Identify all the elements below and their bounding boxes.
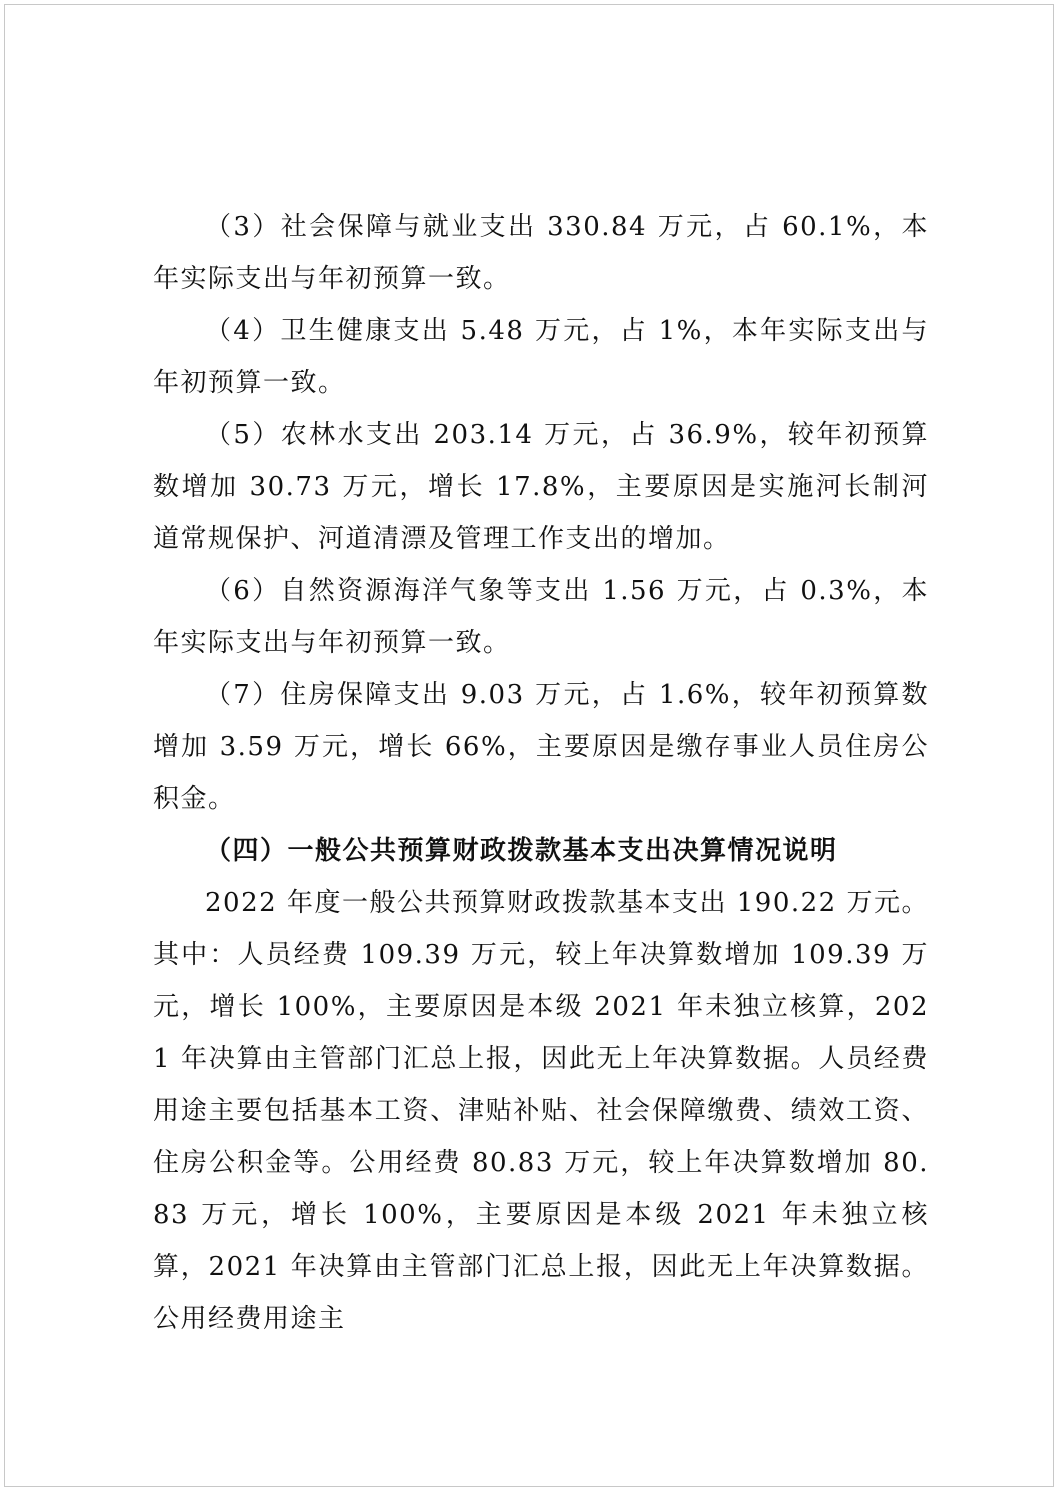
paragraph-health: （4）卫生健康支出 5.48 万元，占 1%，本年实际支出与年初预算一致。 <box>153 316 929 398</box>
paragraph-agriculture: （5）农林水支出 203.14 万元，占 36.9%，较年初预算数增加 30.73 万元，增长 17.8%，主要原因是实施河长制河道常规保护、河道清漂及管理工作支出的增加。 <box>153 420 929 554</box>
section-heading: （四）一般公共预算财政拨款基本支出决算情况说明 <box>205 836 838 866</box>
page-content <box>153 201 929 1345</box>
paragraph-social-security: （3）社会保障与就业支出 330.84 万元，占 60.1%，本年实际支出与年初预算一致。 <box>153 212 929 294</box>
paragraph-basic-expenditure: 2022 年度一般公共预算财政拨款基本支出 190.22 万元。其中：人员经费 109.39 万元，较上年决算数增加 109.39 万元，增长 100%，主要原因是本级 2021 年未独立核算，2021 年决算由主管部门汇总上报，因此无上年决算数据。人员经费用途主要包括基本工资、津贴补贴、社会保障缴费、绩效工资、住房公积金等。公用经费 80.83 万元，较上年决算数增加 80.83 万元，增长 100%，主要原因是本级 2021 年未独立核算，2021 年决算由主管部门汇总上报，因此无上年决算数据。公用经费用途主 <box>153 888 929 1334</box>
paragraph-housing: （7）住房保障支出 9.03 万元，占 1.6%，较年初预算数增加 3.59 万元，增长 66%，主要原因是缴存事业人员住房公积金。 <box>153 680 929 814</box>
document-page <box>4 4 1054 1487</box>
paragraph-natural-resources: （6）自然资源海洋气象等支出 1.56 万元，占 0.3%，本年实际支出与年初预算一致。 <box>153 576 929 658</box>
